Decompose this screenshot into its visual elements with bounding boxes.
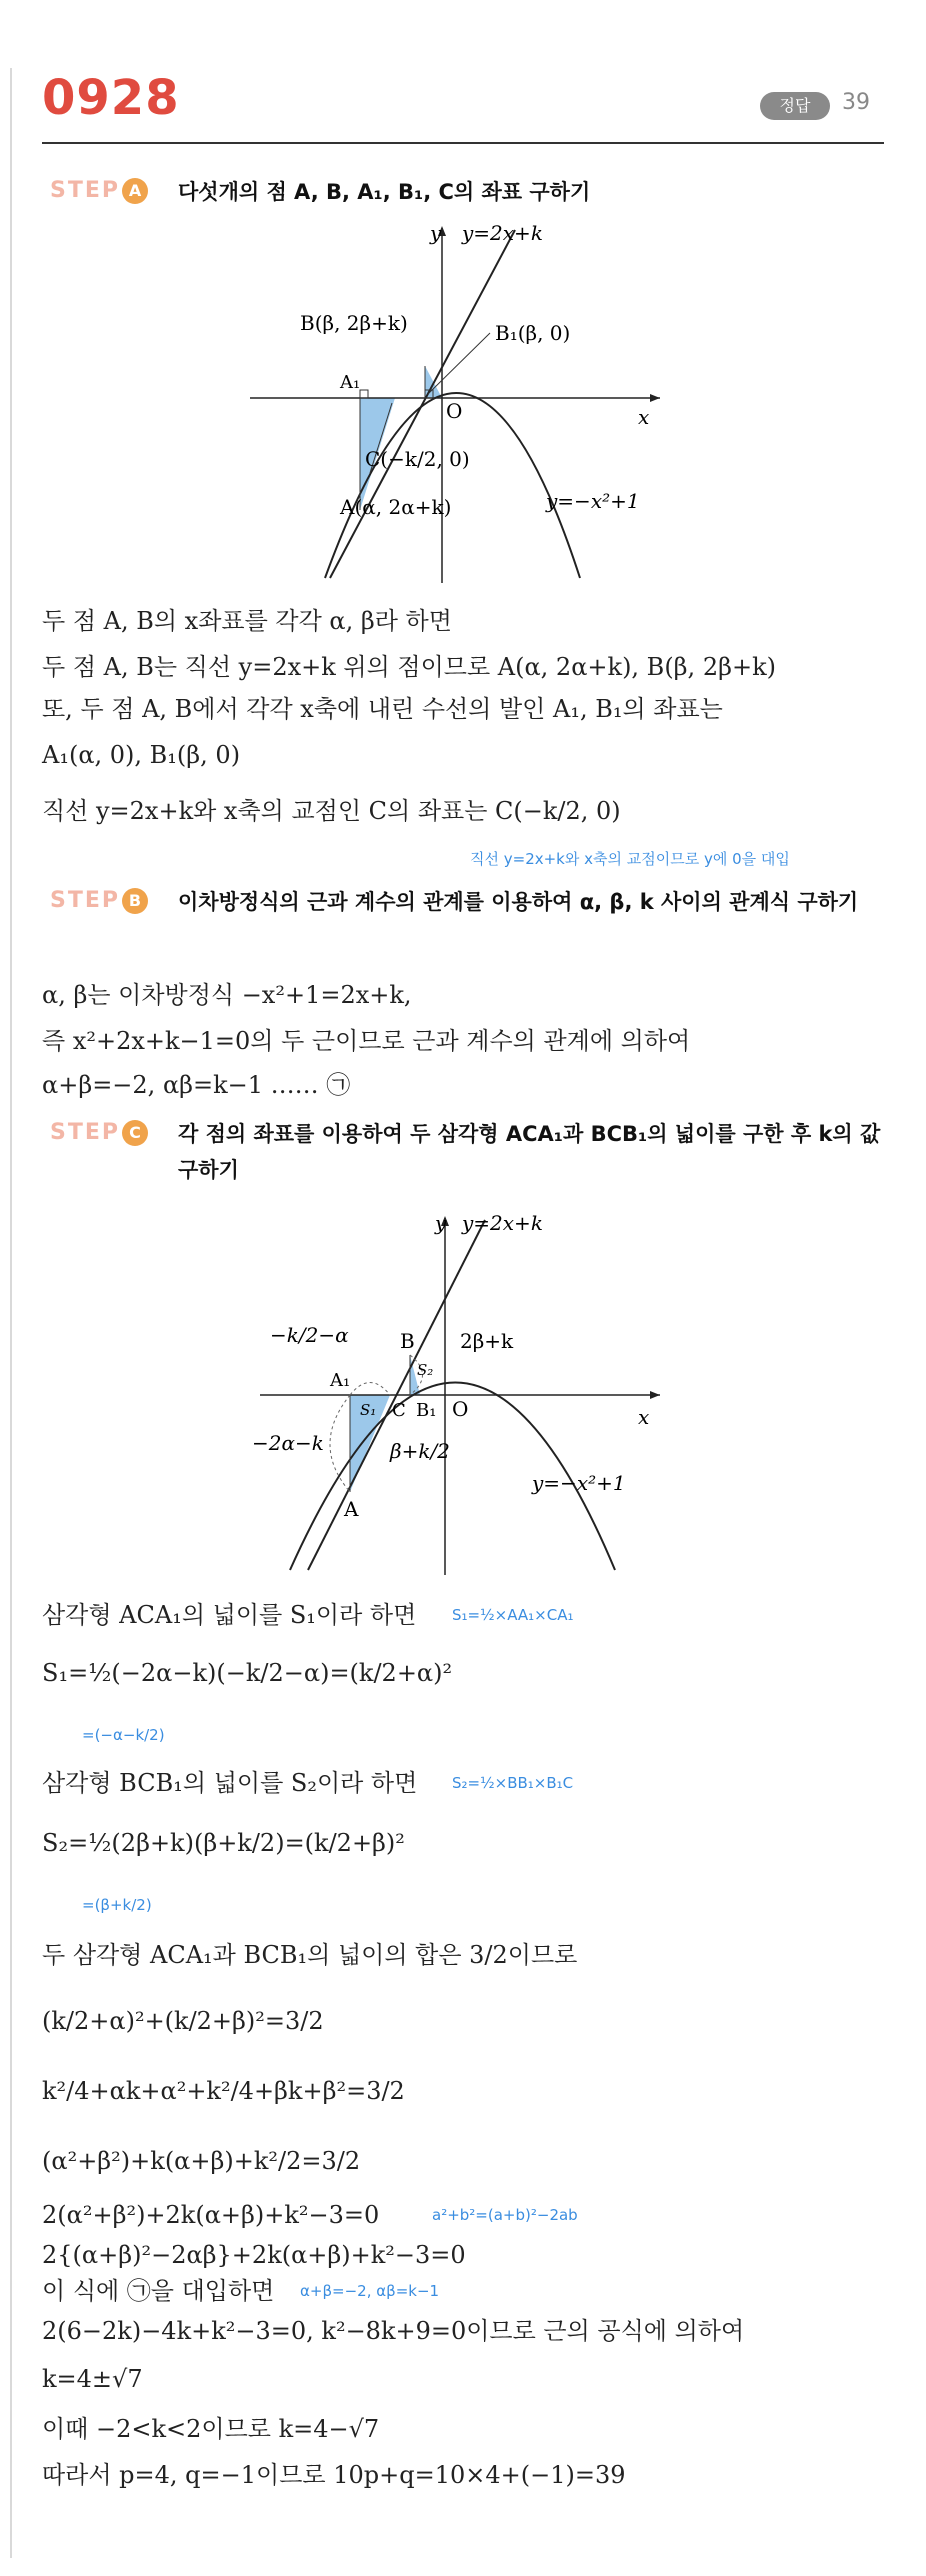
left-margin-rule [10, 68, 12, 2558]
fig2-point-c: C [392, 1400, 406, 1421]
body3-line5: 두 삼각형 ACA₁과 BCB₁의 넓이의 합은 3/2이므로 [42, 1941, 578, 1969]
body1-line2: 두 점 A, B는 직선 y=2x+k 위의 점이므로 A(α, 2α+k), B(β, 2β+k) [42, 653, 776, 681]
step-b-heading [50, 888, 859, 968]
body1-line4: A₁(α, 0), B₁(β, 0) [42, 741, 241, 769]
fig1-point-b: B(β, 2β+k) [300, 311, 408, 335]
body1-line5: 직선 y=2x+k와 x축의 교점인 C의 좌표는 C(−k/2, 0) [42, 797, 621, 825]
fig1-point-b1: B₁(β, 0) [495, 321, 571, 345]
x-axis-arrow [650, 394, 660, 402]
fig2-label-left-top: −k/2−α [270, 1323, 349, 1347]
fig1-y-axis-label: y [430, 221, 442, 245]
fig2-x-axis-label: x [638, 1405, 650, 1429]
body3-line6: (k/2+α)²+(k/2+β)²=3/2 [42, 2007, 324, 2035]
body3-line9: 2(α²+β²)+2k(α+β)+k²−3=0 [42, 2201, 380, 2229]
step-a-letter: A [122, 178, 148, 204]
body3-note2: =(−α−k/2) [82, 1726, 165, 1744]
step-c-heading [50, 1120, 881, 1200]
body3-note4: =(β+k/2) [82, 1896, 152, 1914]
figure-1-graph [240, 218, 680, 588]
fig2-label-mid: β+k/2 [390, 1439, 450, 1463]
body3-line1: 삼각형 ACA₁의 넓이를 S₁이라 하면 [42, 1601, 417, 1629]
step-a-heading [50, 178, 591, 204]
body1-line3: 또, 두 점 A, B에서 각각 x축에 내린 수선의 발인 A₁, B₁의 좌표는 [42, 695, 723, 723]
fig2-label-top: 2β+k [460, 1329, 514, 1353]
answer-page-number: 39 [842, 90, 870, 115]
fig2-point-a1: A₁ [330, 1370, 351, 1391]
fig1-origin: O [446, 399, 463, 423]
body3-line11: 이 식에 ㉠을 대입하면 [42, 2277, 275, 2305]
step-a-title: 다섯개의 점 A, B, A₁, B₁, C의 좌표 구하기 [178, 180, 591, 204]
fig1-point-a1: A₁ [340, 372, 361, 393]
dim-arc-a-a1 [330, 1395, 350, 1492]
body1-line1: 두 점 A, B의 x좌표를 각각 α, β라 하면 [42, 607, 452, 635]
body3-line10: 2{(α+β)²−2αβ}+2k(α+β)+k²−3=0 [42, 2241, 466, 2269]
problem-number: 0928 [42, 70, 180, 126]
fig2-s1-label: S₁ [360, 1401, 377, 1419]
body3-line15: 따라서 p=4, q=−1이므로 10p+q=10×4+(−1)=39 [42, 2461, 626, 2489]
fig1-x-axis-label: x [638, 405, 650, 429]
fig2-label-left: −2α−k [252, 1431, 324, 1455]
fig2-point-b: B [400, 1329, 415, 1353]
fig2-line-label: y=2x+k [462, 1211, 543, 1235]
step-b-title: 이차방정식의 근과 계수의 관계를 이용하여 α, β, k 사이의 관계식 구하기 [178, 890, 859, 914]
fig2-point-a: A [344, 1497, 359, 1521]
body2-line1: α, β는 이차방정식 −x²+1=2x+k, [42, 981, 412, 1009]
fig2-s2-label: S₂ [417, 1361, 434, 1379]
b1-pointer [428, 333, 490, 394]
body3-line2: S₁=½(−2α−k)(−k/2−α)=(k/2+α)² [42, 1659, 453, 1687]
body3-note1: S₁=½×AA₁×CA₁ [452, 1606, 574, 1624]
step-c-title: 각 점의 좌표를 이용하여 두 삼각형 ACA₁과 BCB₁의 넓이를 구한 후 k의 값 구하기 [178, 1122, 881, 1182]
body3-line12: 2(6−2k)−4k+k²−3=0, k²−8k+9=0이므로 근의 공식에 의하여 [42, 2317, 745, 2345]
body3-line13: k=4±√7 [42, 2365, 143, 2393]
figure-2-graph [230, 1200, 690, 1580]
x-axis-arrow [650, 1391, 660, 1399]
body2-line2: 즉 x²+2x+k−1=0의 두 근이므로 근과 계수의 관계에 의하여 [42, 1027, 691, 1055]
step-b-tag: STEP [50, 888, 121, 913]
body3-line8: (α²+β²)+k(α+β)+k²/2=3/2 [42, 2147, 361, 2175]
body1-note: 직선 y=2x+k와 x축의 교점이므로 y에 0을 대입 [470, 850, 790, 868]
fig1-point-a: A(α, 2α+k) [340, 495, 452, 519]
right-angle-a1 [360, 390, 368, 398]
body3-line14: 이때 −2<k<2이므로 k=4−√7 [42, 2415, 380, 2443]
dim-arc-a1-c [350, 1383, 390, 1396]
body3-note9: a²+b²=(a+b)²−2ab [432, 2206, 578, 2224]
step-b-letter: B [122, 888, 148, 914]
fig2-point-b1: B₁ [416, 1400, 437, 1421]
body3-line7: k²/4+αk+α²+k²/4+βk+β²=3/2 [42, 2077, 405, 2105]
fig1-parabola-label: y=−x²+1 [546, 489, 640, 513]
fig2-parabola-label: y=−x²+1 [532, 1471, 626, 1495]
fig1-point-c: C(−k/2, 0) [365, 447, 470, 471]
header-divider [42, 142, 884, 144]
fig1-line-label: y=2x+k [462, 221, 543, 245]
body3-note3: S₂=½×BB₁×B₁C [452, 1774, 574, 1792]
fig2-y-axis-label: y [435, 1211, 447, 1235]
body2-line3: α+β=−2, αβ=k−1 …… ㉠ [42, 1071, 351, 1099]
body3-note11: α+β=−2, αβ=k−1 [300, 2282, 440, 2300]
fig2-origin: O [452, 1397, 469, 1421]
step-a-tag: STEP [50, 178, 121, 203]
step-c-letter: C [122, 1120, 148, 1146]
body3-line3: 삼각형 BCB₁의 넓이를 S₂이라 하면 [42, 1769, 418, 1797]
body3-line4: S₂=½(2β+k)(β+k/2)=(k/2+β)² [42, 1829, 405, 1857]
answer-badge: 정답 [760, 92, 830, 120]
step-c-tag: STEP [50, 1120, 121, 1145]
